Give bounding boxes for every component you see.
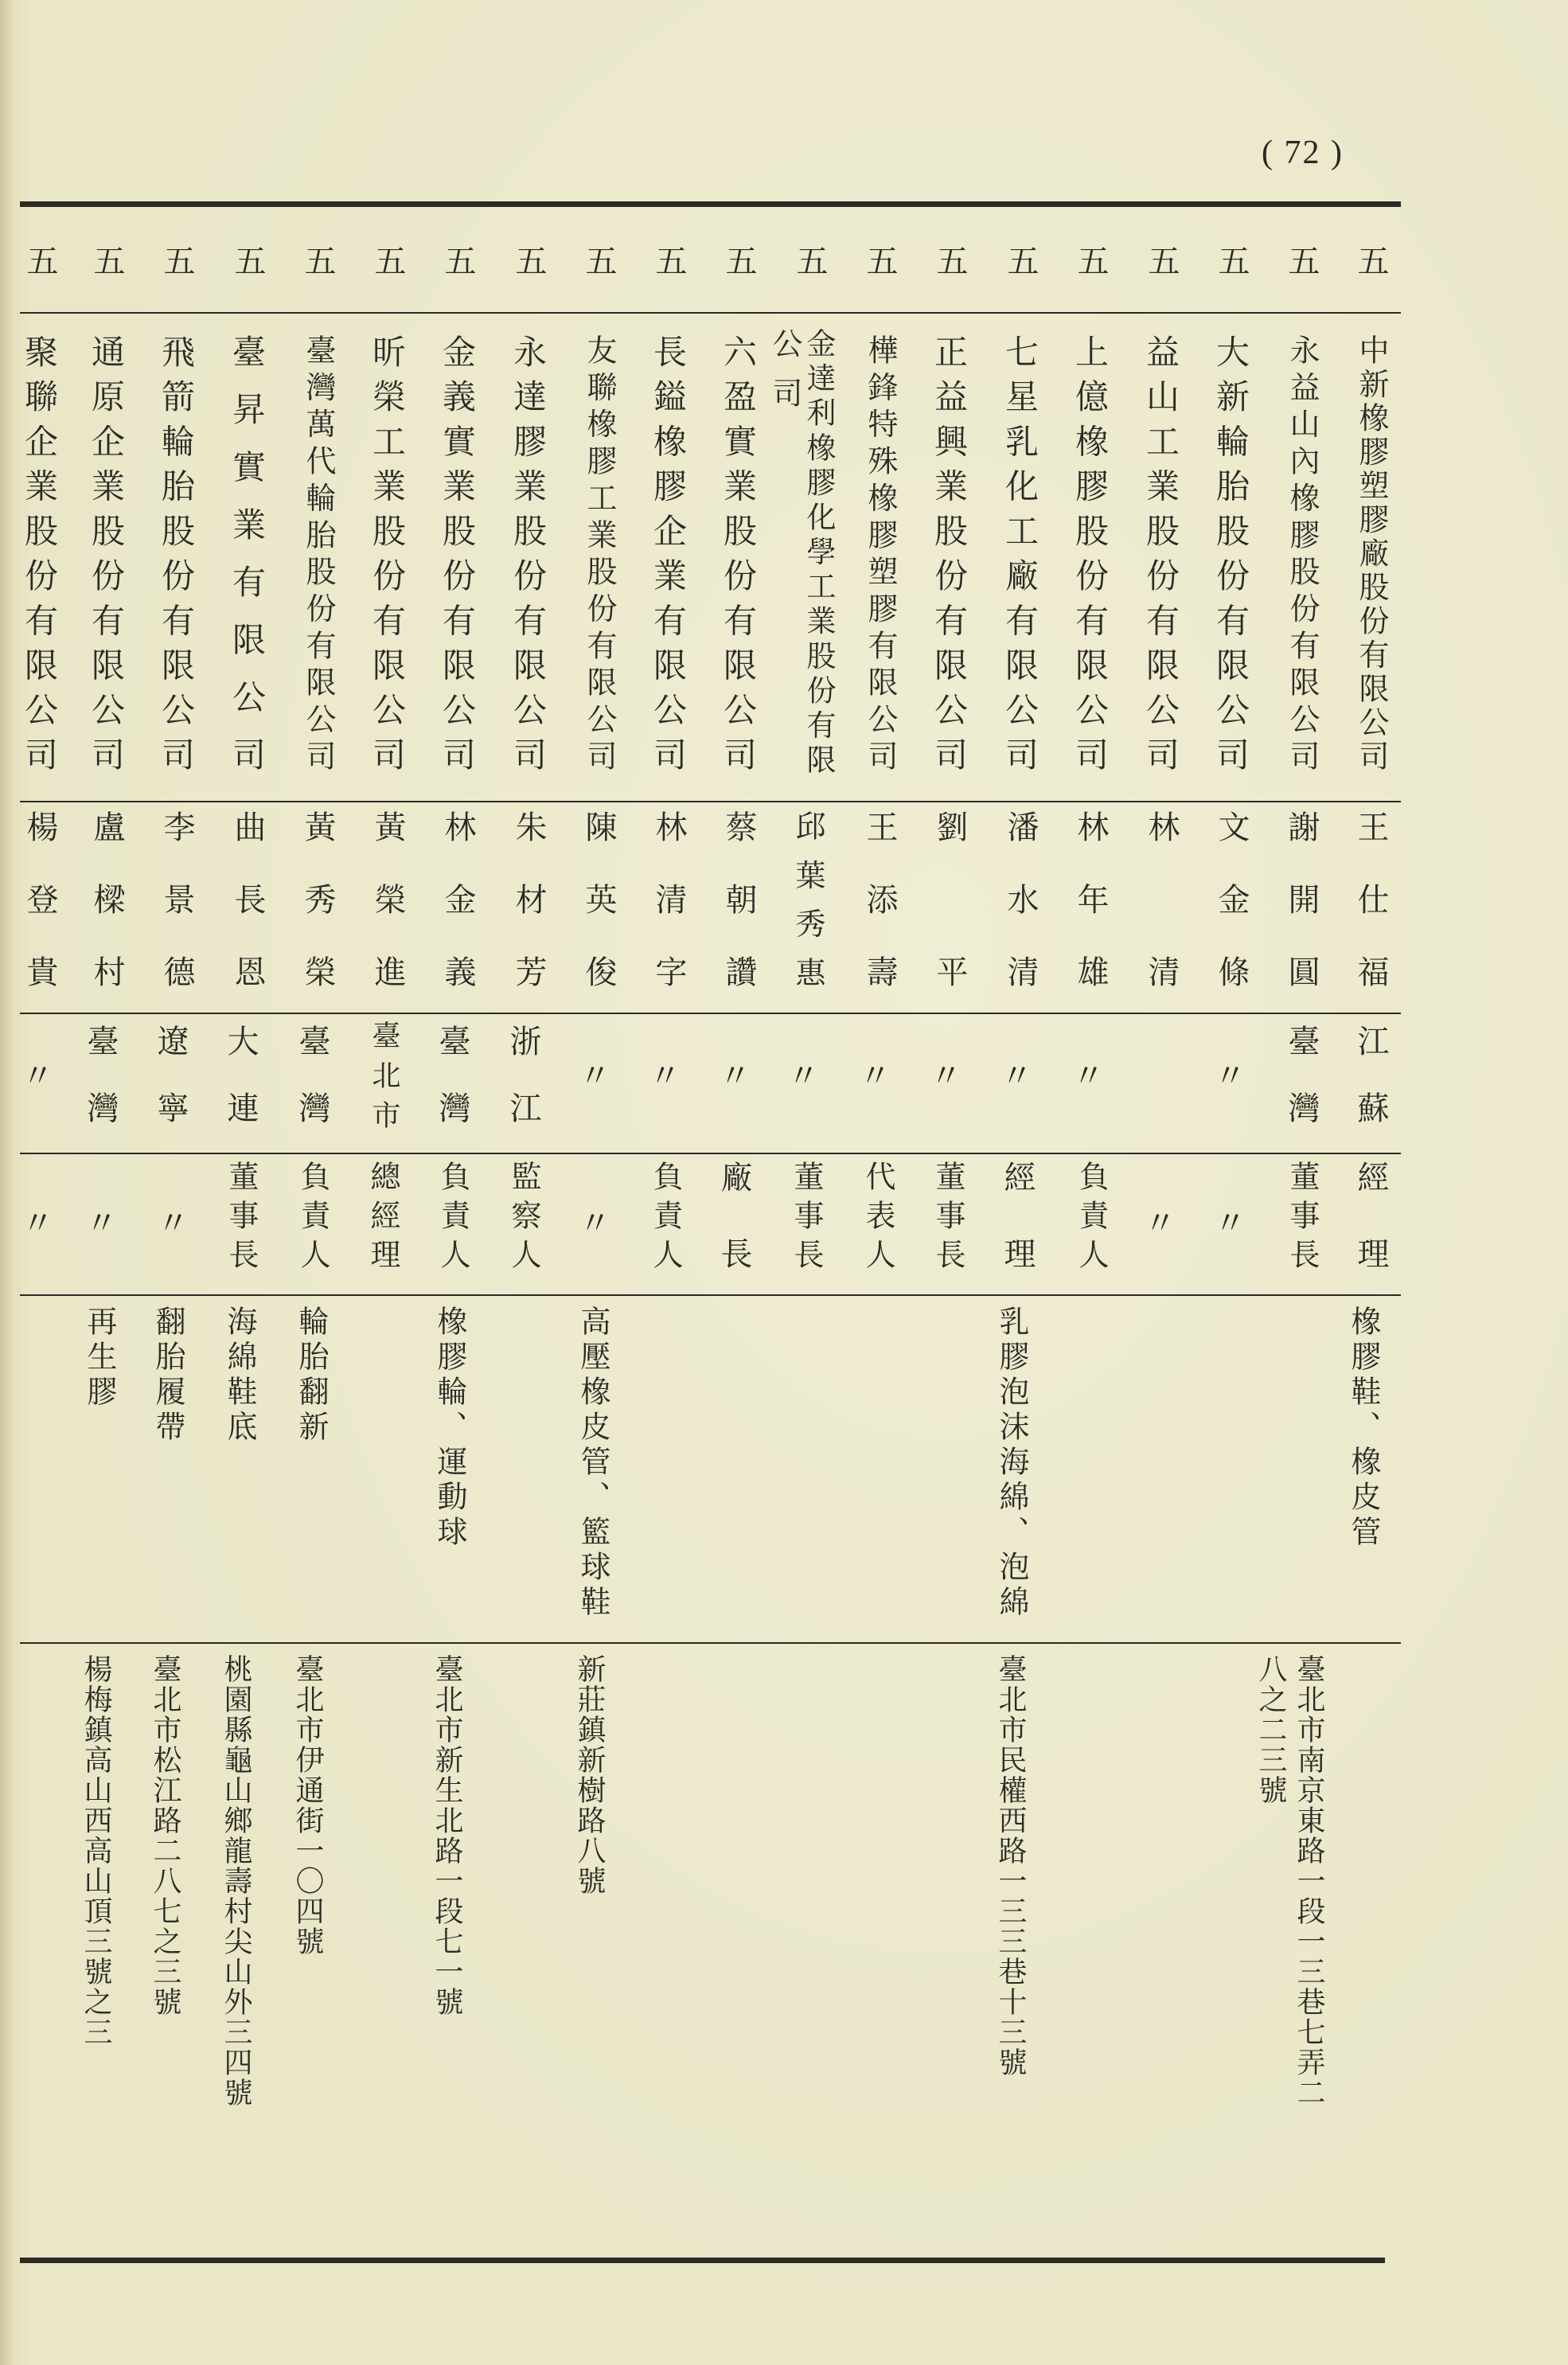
products: 輪胎翻新 [294, 1305, 329, 1446]
row-divider-native [20, 1153, 1401, 1154]
job-title: 〃 [80, 1206, 117, 1238]
code-cell: 五 [1213, 244, 1250, 276]
job-title: 〃 [152, 1206, 189, 1238]
person-name: 王仕福 [1352, 810, 1389, 987]
address: 臺北市伊通街一〇四號 [291, 1654, 324, 1957]
person-name: 林清 [1143, 810, 1180, 987]
native-place: 〃 [574, 1059, 610, 1091]
code-cell: 五 [1072, 244, 1109, 276]
native-place: 〃 [644, 1059, 681, 1091]
code-cell: 五 [791, 244, 828, 276]
native-place: 〃 [996, 1059, 1032, 1091]
company-name: 益山工業股份有限公司 [1141, 334, 1180, 771]
person-name: 潘水清 [1002, 810, 1039, 987]
native-place: 遼寧 [152, 1024, 189, 1123]
code-cell: 五 [229, 244, 266, 276]
code-cell: 五 [1143, 244, 1180, 276]
page-number: ( 72 ) [1262, 135, 1344, 171]
company-name-line-2: 公司 [767, 328, 802, 408]
code-cell: 五 [861, 244, 898, 276]
company-name: 臺灣萬代輪胎股份有限公司 [301, 334, 336, 771]
native-place: 臺灣 [82, 1024, 119, 1123]
company-name: 樺鋒特殊橡膠塑膠有限公司 [863, 334, 898, 771]
job-title: 經理 [1352, 1161, 1389, 1269]
native-place: 〃 [17, 1059, 53, 1091]
job-title: 〃 [1209, 1206, 1246, 1238]
native-place: 臺灣 [1283, 1024, 1320, 1123]
address: 臺北市民權西路一三三巷十三號 [994, 1654, 1027, 2078]
code-cell: 五 [1002, 244, 1039, 276]
native-place [1142, 1024, 1177, 1123]
company-name: 昕榮工業股份有限公司 [368, 334, 407, 771]
code-cell: 五 [21, 244, 58, 276]
company-name: 長鎰橡膠企業有限公司 [649, 334, 688, 771]
address: 臺北市新生北路一段七一號 [431, 1654, 463, 2017]
person-name: 林金義 [439, 810, 476, 987]
person-name: 黃榮進 [369, 810, 406, 987]
job-title: 董事長 [930, 1161, 965, 1269]
company-name: 大新輪胎股份有限公司 [1211, 334, 1250, 771]
products: 海綿鞋底 [222, 1305, 257, 1446]
products: 高壓橡皮管、籃球鞋 [575, 1305, 610, 1621]
address: 桃園縣龜山鄉龍壽村尖山外三四號 [220, 1654, 252, 2108]
company-name: 上億橡膠股份有限公司 [1071, 334, 1110, 771]
native-place: 〃 [854, 1059, 891, 1091]
job-title: 董事長 [224, 1161, 259, 1269]
native-place: 大連 [222, 1024, 259, 1123]
person-name: 陳英俊 [580, 810, 617, 987]
native-place: 浙江 [505, 1024, 541, 1123]
row-divider-company [20, 801, 1401, 802]
job-title: 總經理 [365, 1161, 400, 1269]
person-name: 劉平 [931, 810, 968, 987]
person-name: 楊登貴 [21, 810, 58, 987]
address: 臺北市松江路二八七之三號 [149, 1654, 181, 2017]
company-name: 永達膠業股份有限公司 [509, 334, 548, 771]
address: 新莊鎮新樹路八號 [573, 1654, 606, 1896]
products: 再生膠 [82, 1305, 117, 1411]
job-title: 董事長 [789, 1161, 824, 1269]
company-name: 永益山內橡膠股份有限公司 [1285, 334, 1320, 771]
person-name: 謝開圓 [1283, 810, 1320, 987]
company-name-line-1: 金達利橡膠化學工業股份有限 [802, 328, 836, 774]
row-divider-person [20, 1013, 1401, 1014]
company-name: 臺昇實業有限公司 [228, 334, 267, 771]
person-name: 文金條 [1213, 810, 1250, 987]
person-name: 盧樑村 [88, 810, 125, 987]
bottom-rule [20, 2258, 1385, 2263]
code-cell: 五 [650, 244, 687, 276]
job-title: 〃 [17, 1206, 53, 1238]
code-cell: 五 [510, 244, 547, 276]
native-place: 〃 [714, 1059, 751, 1091]
code-cell: 五 [299, 244, 336, 276]
job-title: 負責人 [1074, 1161, 1109, 1269]
address-line-1: 臺北市南京東路一段一三巷七弄二 [1293, 1654, 1325, 2108]
native-place: 臺北市 [368, 1021, 400, 1129]
products: 橡膠鞋、橡皮管 [1346, 1305, 1381, 1551]
top-rule [20, 201, 1401, 207]
job-title: 廠長 [716, 1161, 752, 1269]
code-cell: 五 [158, 244, 195, 276]
job-title: 經理 [999, 1161, 1036, 1269]
row-divider-code [20, 312, 1401, 314]
company-name: 友聯橡膠工業股份有限公司 [582, 334, 617, 771]
address: 楊梅鎮高山西高山頂三號之三 [80, 1654, 112, 2047]
address-line-2: 八之二三號 [1254, 1654, 1287, 1805]
code-cell: 五 [720, 244, 757, 276]
person-name: 王添壽 [861, 810, 898, 987]
person-name: 李景德 [158, 810, 195, 987]
code-cell: 五 [931, 244, 968, 276]
code-cell: 五 [439, 244, 476, 276]
native-place: 臺灣 [294, 1024, 330, 1123]
native-place: 臺灣 [434, 1024, 470, 1123]
company-name: 正益興業股份有限公司 [930, 334, 969, 771]
job-title: 〃 [1139, 1206, 1176, 1238]
code-cell: 五 [1283, 244, 1320, 276]
job-title: 負責人 [295, 1161, 330, 1269]
products: 乳膠泡沫海綿、泡綿 [994, 1305, 1029, 1621]
native-place: 〃 [1067, 1059, 1104, 1091]
products: 橡膠輪、運動球 [432, 1305, 467, 1551]
native-place: 〃 [1209, 1059, 1246, 1091]
job-title: 董事長 [1285, 1161, 1320, 1269]
row-divider-title [20, 1294, 1401, 1296]
job-title: 代表人 [860, 1161, 895, 1269]
company-name: 聚聯企業股份有限公司 [20, 334, 59, 771]
person-name: 林清字 [650, 810, 687, 987]
company-name: 六盈實業股份有限公司 [719, 334, 758, 771]
person-name: 邱葉秀惠 [790, 810, 825, 987]
company-name: 通原企業股份有限公司 [87, 334, 126, 771]
code-cell: 五 [1352, 244, 1389, 276]
code-cell: 五 [369, 244, 406, 276]
native-place: 江蘇 [1352, 1024, 1389, 1123]
job-title: 監察人 [506, 1161, 541, 1269]
person-name: 黃秀榮 [299, 810, 336, 987]
company-name: 飛箭輪胎股份有限公司 [157, 334, 196, 771]
job-title: 〃 [574, 1206, 610, 1238]
row-divider-products [20, 1642, 1401, 1644]
person-name: 曲長恩 [229, 810, 266, 987]
person-name: 林年雄 [1072, 810, 1109, 987]
company-name: 金義實業股份有限公司 [438, 334, 477, 771]
native-place: 〃 [925, 1059, 961, 1091]
job-title: 負責人 [435, 1161, 470, 1269]
code-cell: 五 [580, 244, 617, 276]
person-name: 蔡朝讚 [720, 810, 757, 987]
company-name: 中新橡膠塑膠廠股份有限公司 [1354, 334, 1389, 771]
native-place: 〃 [782, 1059, 819, 1091]
products: 翻胎履帶 [150, 1305, 185, 1446]
job-title: 負責人 [648, 1161, 683, 1269]
company-name: 七星乳化工廠有限公司 [1000, 334, 1039, 771]
person-name: 朱材芳 [510, 810, 547, 987]
code-cell: 五 [88, 244, 125, 276]
